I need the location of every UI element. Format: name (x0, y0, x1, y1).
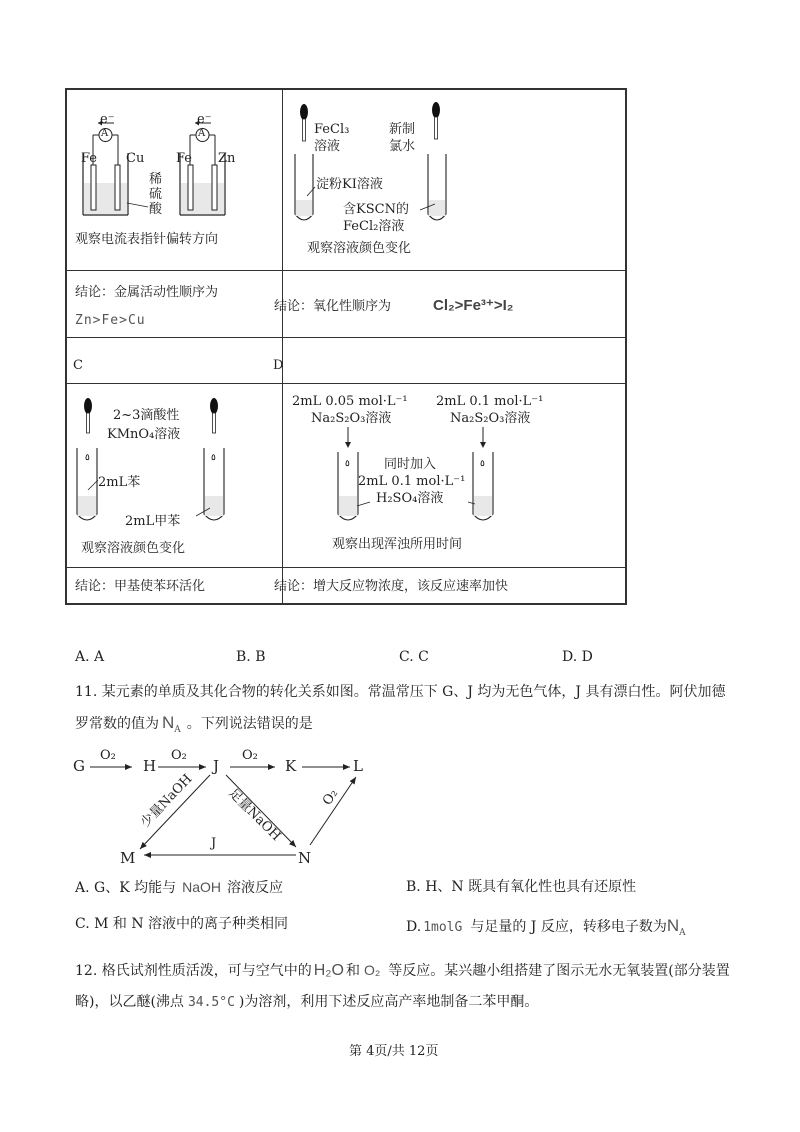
starch-ki-label: 淀粉KI溶液 (316, 177, 383, 192)
cellB-conclusion-value: Cl₂>Fe³⁺>I₂ (433, 297, 514, 314)
electrode-cu: Cu (126, 151, 145, 166)
page-footer: 第 4页/共 12页 (349, 1044, 439, 1059)
electrode-fe-left: Fe (81, 151, 98, 166)
q11-option-c[interactable]: C. M 和 N 溶液中的离子种类相同 (75, 916, 289, 932)
cellC-caption: 观察溶液颜色变化 (81, 541, 186, 556)
electron-right: e⁻ (197, 112, 212, 127)
na2s2o3-conc2: 2mL 0.1 mol·L⁻¹ (436, 394, 544, 409)
q11-stem-line1: 11. 某元素的单质及其化合物的转化关系如图。常温常压下 G、J 均为无色气体，J 具有漂白性。阿伏加德 (75, 684, 726, 700)
arrow-label-o2-4: O₂ (320, 786, 342, 809)
kmno4-label-2: KMnO₄溶液 (107, 427, 181, 442)
naoh-formula: NaOH (182, 879, 222, 895)
fecl3-solution-label: 溶液 (314, 139, 341, 154)
svg-text:٥: ٥ (345, 459, 350, 469)
q10-option-b[interactable]: B. B (236, 649, 266, 665)
svg-text:٥: ٥ (85, 453, 90, 463)
ammeter-right-label: A (198, 128, 206, 139)
q12-stem-line2: 略)，以乙醚(沸点 34.5°C )为溶剂，利用下述反应高产率地制备二苯甲酮。 (75, 994, 539, 1010)
chlorine-water-label-1: 新制 (389, 122, 416, 137)
chlorine-water-label-2: 氯水 (389, 139, 416, 154)
svg-text:٥: ٥ (480, 459, 485, 469)
svg-text:٥: ٥ (211, 453, 216, 463)
q11-option-d[interactable]: D. 1molG 与足量的 J 反应，转移电子数为$N_A$ (406, 916, 686, 938)
fecl3-label: FeCl₃ (314, 122, 350, 137)
arrow-label-j: J (211, 836, 217, 851)
node-h: H (143, 757, 157, 775)
acid-label-1: 稀 (149, 172, 163, 187)
cellD-caption: 观察出现浑浊所用时间 (332, 537, 463, 552)
cellB-caption: 观察溶液颜色变化 (307, 241, 412, 256)
electrode-zn: Zn (218, 151, 236, 166)
h2so4-conc: 2mL 0.1 mol·L⁻¹ (358, 474, 466, 489)
benzene-label: 2mL苯 (98, 475, 141, 490)
boiling-point: 34.5°C (187, 995, 235, 1010)
node-k: K (285, 757, 297, 775)
acid-label-3: 酸 (149, 202, 163, 217)
na2s2o3-sol1: Na₂S₂O₃溶液 (311, 411, 392, 426)
cellB-conclusion-label: 结论：氧化性顺序为 (274, 299, 392, 314)
na2s2o3-sol2: Na₂S₂O₃溶液 (450, 411, 531, 426)
arrow-label-naoh-small: 少量NaOH (138, 771, 196, 831)
q10-option-a[interactable]: A. A (75, 649, 105, 665)
ammeter-left-label: A (101, 128, 109, 139)
acid-label-2: 硫 (149, 187, 163, 202)
toluene-label: 2mL甲苯 (125, 514, 181, 529)
electron-left: e⁻ (100, 112, 115, 127)
cellA-conclusion-value: Zn>Fe>Cu (75, 313, 146, 328)
arrow-label-o2-2: O₂ (171, 748, 187, 763)
avogadro-symbol: N (162, 713, 175, 732)
label-d: D (273, 358, 284, 373)
arrow-label-o2-3: O₂ (242, 748, 258, 763)
q10-option-d[interactable]: D. D (562, 649, 593, 665)
h2o-formula: H₂O (313, 962, 344, 979)
node-j: J (213, 757, 220, 775)
q11-stem-line2: 罗常数的值为 $N_A$ 。下列说法错误的是 (75, 713, 313, 735)
q11-option-a[interactable]: A. G、K 均能与 NaOH 溶液反应 (75, 879, 284, 896)
avogadro-symbol-d: N (666, 916, 680, 935)
redox-tubes-diagram (285, 92, 625, 227)
fecl2-label: FeCl₂溶液 (343, 219, 405, 234)
q10-option-c[interactable]: C. C (399, 649, 429, 665)
add-simultaneously-label: 同时加入 (384, 457, 437, 472)
cellA-conclusion-label: 结论：金属活动性顺序为 (75, 285, 219, 300)
node-g: G (73, 757, 85, 775)
label-c: C (73, 358, 83, 373)
kscn-label: 含KSCN的 (343, 202, 409, 217)
h2so4-sol: H₂SO₄溶液 (376, 491, 444, 506)
node-m: M (120, 849, 136, 867)
na2s2o3-conc1: 2mL 0.05 mol·L⁻¹ (292, 394, 408, 409)
node-l: L (353, 757, 363, 775)
electrode-fe-right: Fe (176, 151, 193, 166)
arrow-label-o2-1: O₂ (100, 748, 116, 763)
cellA-caption: 观察电流表指针偏转方向 (75, 232, 219, 247)
q11-option-b[interactable]: B. H、N 既具有氧化性也具有还原性 (406, 879, 637, 895)
node-n: N (298, 849, 312, 867)
o2-formula: O₂ (363, 962, 381, 978)
kmno4-label-1: 2~3滴酸性 (113, 408, 180, 423)
one-mol-g: 1molG (423, 920, 463, 935)
q12-stem-line1: 12. 格氏试剂性质活泼，可与空气中的 H₂O 和 O₂ 等反应。某兴趣小组搭建了图示无水无氧装置(部分装置 (75, 962, 730, 979)
cellD-conclusion: 结论：增大反应物浓度，该反应速率加快 (274, 579, 509, 594)
arrow-label-naoh-excess: 足量NaOH (225, 786, 284, 845)
cellC-conclusion: 结论：甲基使苯环活化 (75, 579, 206, 594)
